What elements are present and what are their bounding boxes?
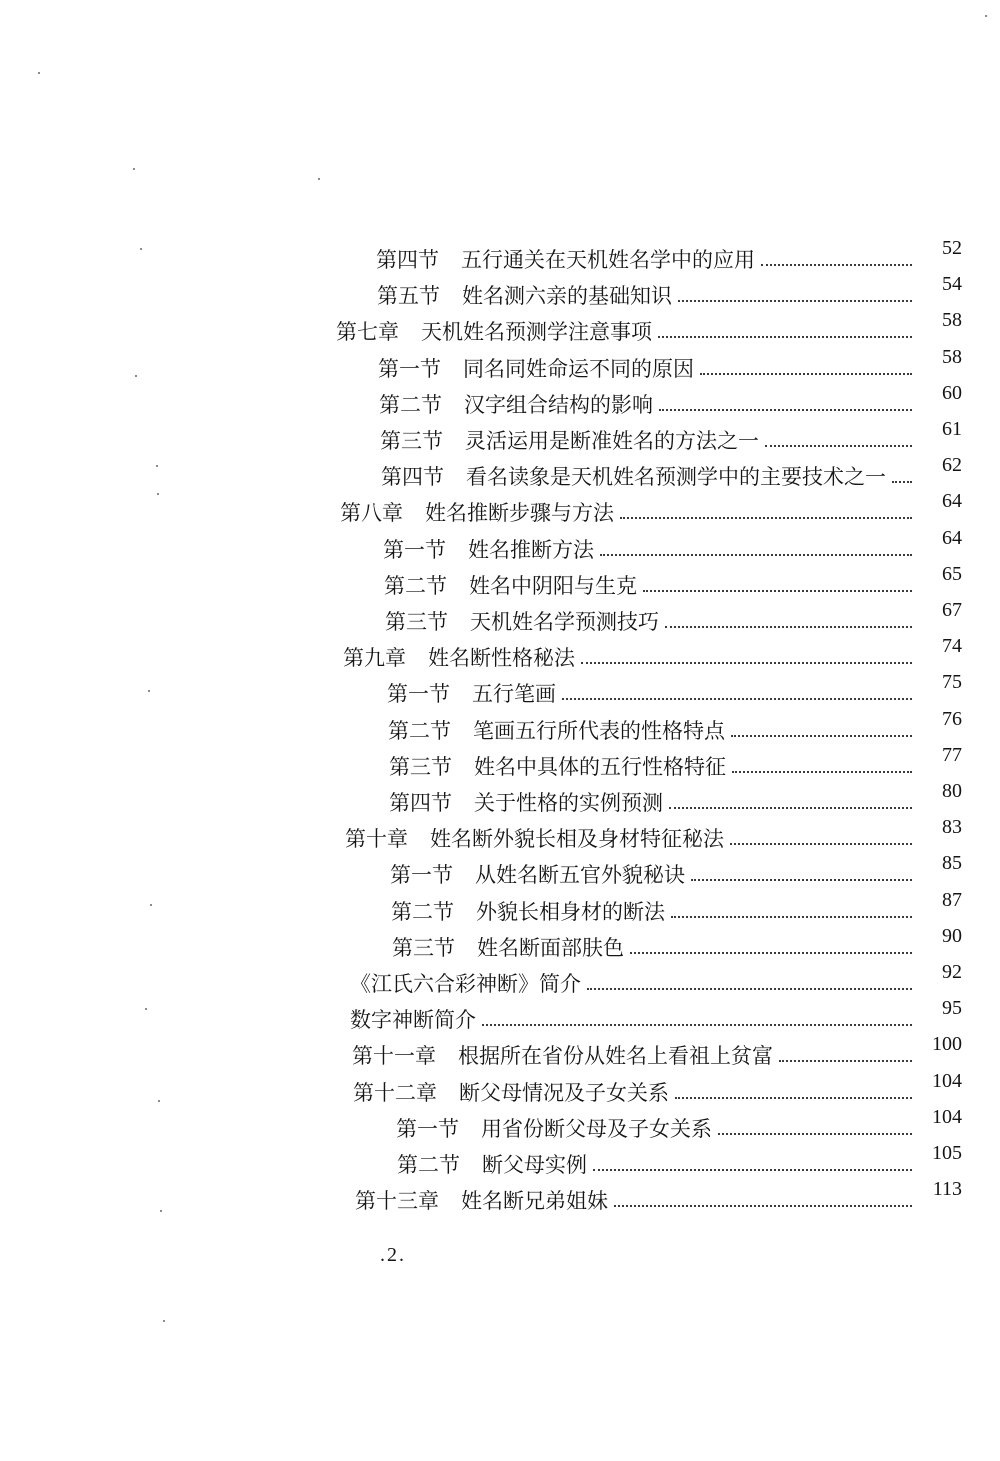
scan-speck [157, 493, 159, 495]
toc-entry-heading [387, 682, 556, 706]
toc-entry-section-number: 第二节 [384, 573, 447, 598]
toc-entry-heading [355, 1189, 608, 1213]
toc-dot-leader [691, 879, 912, 881]
toc-entry-title: 笔画五行所代表的性格特点 [473, 718, 725, 743]
toc-entry-section-number: 第一节 [390, 863, 453, 888]
toc-entry-page-number: 90 [942, 924, 962, 947]
toc-entry-title: 断父母情况及子女关系 [459, 1080, 669, 1105]
toc-entry-heading [384, 574, 637, 598]
toc-entry-page-number: 80 [942, 780, 962, 802]
toc-entry [384, 564, 962, 598]
toc-entry [397, 1143, 962, 1177]
toc-entry-title: 数字神断简介 [350, 1008, 476, 1033]
scan-speck [133, 168, 135, 170]
toc-entry [383, 528, 962, 562]
toc-entry-heading [353, 1081, 669, 1105]
toc-dot-leader [562, 698, 912, 700]
toc-entry [376, 238, 962, 272]
toc-entry-page-number: 74 [942, 635, 962, 658]
page-number-footer: .2. [380, 1244, 406, 1266]
scan-speck [318, 178, 320, 180]
toc-entry-section-number: 第一节 [396, 1116, 459, 1141]
toc-dot-leader [630, 952, 912, 954]
toc-entry-heading [352, 1044, 773, 1068]
toc-entry-heading [350, 972, 581, 996]
toc-entry-title: 汉字组合结构的影响 [464, 392, 653, 417]
toc-entry-heading [336, 320, 652, 344]
toc-entry [381, 455, 962, 489]
toc-entry [389, 781, 962, 815]
toc-dot-leader [671, 916, 912, 918]
toc-entry-heading [380, 429, 759, 453]
toc-entry-title: 关于性格的实例预测 [474, 791, 663, 815]
toc-entry-heading [391, 900, 665, 924]
toc-dot-leader [482, 1024, 912, 1026]
toc-entry-heading [379, 393, 653, 417]
toc-entry [353, 1071, 962, 1105]
toc-entry-heading [340, 501, 614, 525]
toc-entry-section-number: 第十二章 [353, 1080, 437, 1105]
toc-entry-page-number: 58 [942, 345, 962, 368]
toc-entry-title: 同名同姓命运不同的原因 [463, 356, 694, 381]
toc-entry-section-number: 第三节 [389, 754, 452, 779]
toc-entry-page-number: 87 [942, 888, 962, 911]
toc-entry [336, 310, 962, 344]
toc-entry-page-number: 100 [932, 1033, 962, 1056]
toc-entry [340, 491, 962, 525]
toc-entry-page-number: 61 [942, 418, 962, 440]
scan-speck [163, 1320, 165, 1322]
toc-dot-leader [620, 517, 912, 519]
toc-dot-leader [732, 771, 912, 773]
toc-entry-page-number: 76 [942, 707, 962, 730]
toc-entry-page-number: 83 [942, 816, 962, 839]
toc-entry-page-number: 60 [942, 381, 962, 404]
toc-entry-heading [389, 755, 726, 779]
toc-entry-heading [381, 465, 886, 489]
toc-entry-heading [377, 284, 672, 308]
toc-entry-title: 《江氏六合彩神断》简介 [350, 972, 581, 996]
toc-entry-section-number: 第三节 [380, 429, 443, 453]
toc-entry-section-number: 第四节 [381, 465, 444, 490]
toc-dot-leader [587, 988, 912, 990]
scan-speck [38, 72, 40, 74]
toc-entry-section-number: 第九章 [343, 646, 406, 671]
toc-entry-section-number: 第二节 [391, 899, 454, 924]
toc-entry-page-number: 75 [942, 671, 962, 694]
toc-entry-title: 姓名断兄弟姐妹 [461, 1189, 608, 1214]
toc-dot-leader [614, 1205, 912, 1207]
toc-dot-leader [779, 1060, 912, 1062]
toc-entry-section-number: 第一节 [378, 356, 441, 381]
toc-entry-page-number: 52 [942, 237, 962, 259]
toc-entry-heading [388, 719, 725, 743]
toc-dot-leader [675, 1097, 912, 1099]
toc-dot-leader [600, 554, 912, 556]
toc-dot-leader [593, 1169, 912, 1171]
toc-entry-title: 从姓名断五官外貌秘诀 [475, 863, 685, 888]
toc-entry-page-number: 58 [942, 309, 962, 332]
toc-entry-title: 天机姓名预测学注意事项 [421, 320, 652, 345]
toc-entry-page-number: 113 [932, 1178, 962, 1201]
toc-entry-heading [343, 646, 575, 670]
toc-entry [343, 636, 962, 670]
toc-entry-heading [396, 1117, 712, 1141]
scan-speck [150, 904, 152, 906]
toc-entry [345, 817, 962, 851]
scan-speck [985, 15, 987, 17]
toc-entry-title: 外貌长相身材的断法 [476, 899, 665, 924]
toc-entry-section-number: 第二节 [379, 392, 442, 417]
scan-speck [158, 1100, 160, 1102]
toc-entry-section-number: 第十一章 [352, 1044, 436, 1069]
toc-entry-heading [385, 610, 659, 634]
toc-entry [387, 672, 962, 706]
toc-entry-title: 姓名中阴阳与生克 [469, 573, 637, 598]
toc-entry-page-number: 64 [942, 526, 962, 549]
toc-entry-title: 灵活运用是断准姓名的方法之一 [465, 429, 759, 453]
toc-dot-leader [658, 336, 912, 338]
toc-entry [350, 962, 962, 996]
toc-entry-page-number: 54 [942, 273, 962, 296]
toc-dot-leader [665, 626, 912, 628]
toc-entry-section-number: 第三节 [392, 935, 455, 960]
scan-speck [135, 375, 137, 377]
toc-dot-leader [700, 373, 912, 375]
toc-dot-leader [731, 735, 912, 737]
toc-entry [355, 1179, 962, 1213]
toc-entry-heading [378, 357, 694, 381]
toc-entry [378, 347, 962, 381]
toc-entry-page-number: 62 [942, 454, 962, 477]
toc-entry-page-number: 104 [932, 1069, 962, 1092]
toc-entry-title: 姓名推断方法 [468, 537, 594, 562]
toc-entry-title: 根据所在省份从姓名上看祖上贫富 [458, 1044, 773, 1069]
toc-entry-title: 姓名断外貌长相及身材特征秘法 [430, 827, 724, 852]
scan-speck [156, 465, 158, 467]
toc-entry-title: 五行通关在天机姓名学中的应用 [461, 248, 755, 272]
toc-entry-heading [389, 791, 663, 815]
toc-entry [379, 383, 962, 417]
toc-entry-section-number: 第十章 [345, 827, 408, 852]
toc-entry-title: 看名读象是天机姓名预测学中的主要技术之一 [466, 465, 886, 490]
scan-speck [145, 1008, 147, 1010]
toc-dot-leader [761, 264, 912, 266]
toc-dot-leader [643, 590, 912, 592]
toc-entry [391, 890, 962, 924]
toc-entry-page-number: 77 [942, 743, 962, 766]
toc-entry [380, 419, 962, 453]
toc-entry-section-number: 第四节 [389, 791, 452, 815]
toc-entry-heading [345, 827, 724, 851]
toc-entry-section-number: 第三节 [385, 610, 448, 634]
toc-entry-page-number: 92 [942, 961, 962, 983]
toc-entry-section-number: 第一节 [383, 537, 446, 562]
toc-dot-leader [678, 300, 912, 302]
scan-speck [160, 1210, 162, 1212]
toc-entry-page-number: 95 [942, 997, 962, 1020]
toc-dot-leader [669, 807, 912, 809]
toc-dot-leader [892, 481, 912, 483]
toc-entry-title: 断父母实例 [482, 1153, 587, 1177]
toc-entry-section-number: 第十三章 [355, 1189, 439, 1214]
toc-entry-page-number: 67 [942, 599, 962, 621]
toc-entry [389, 745, 962, 779]
toc-entry-title: 姓名测六亲的基础知识 [462, 284, 672, 309]
toc-entry-title: 姓名断面部肤色 [477, 935, 624, 960]
scan-speck [148, 690, 150, 692]
toc-entry-title: 姓名中具体的五行性格特征 [474, 754, 726, 779]
toc-entry-page-number: 65 [942, 562, 962, 585]
toc-entry [388, 709, 962, 743]
toc-entry-heading [383, 538, 594, 562]
toc-entry-heading [392, 936, 624, 960]
toc-entry [385, 600, 962, 634]
toc-entry-heading [397, 1153, 587, 1177]
toc-entry-heading [350, 1008, 476, 1032]
toc-entry [396, 1107, 962, 1141]
toc-entry-title: 五行笔画 [472, 682, 556, 707]
toc-entry-page-number: 85 [942, 852, 962, 875]
toc-entry-section-number: 第五节 [377, 284, 440, 309]
toc-entry [390, 853, 962, 887]
toc-entry-section-number: 第七章 [336, 320, 399, 345]
scan-speck [140, 248, 142, 250]
toc-entry-section-number: 第一节 [387, 682, 450, 707]
toc-entry [392, 926, 962, 960]
toc-entry-heading [390, 863, 685, 887]
toc-entry-section-number: 第二节 [388, 718, 451, 743]
toc-entry-heading [376, 248, 755, 272]
toc-entry-page-number: 104 [932, 1105, 962, 1128]
toc-entry-title: 用省份断父母及子女关系 [481, 1116, 712, 1141]
toc-dot-leader [659, 409, 912, 411]
toc-dot-leader [730, 843, 912, 845]
toc-dot-leader [765, 445, 912, 447]
toc-entry-title: 姓名断性格秘法 [428, 646, 575, 671]
toc-entry-title: 姓名推断步骤与方法 [425, 501, 614, 526]
toc-entry-section-number: 第八章 [340, 501, 403, 526]
toc-entry-section-number: 第四节 [376, 248, 439, 272]
toc-dot-leader [718, 1133, 912, 1135]
toc-entry [377, 274, 962, 308]
toc-dot-leader [581, 662, 912, 664]
toc-entry [352, 1034, 962, 1068]
toc-entry-title: 天机姓名学预测技巧 [470, 610, 659, 634]
toc-entry-section-number: 第二节 [397, 1153, 460, 1177]
toc-entry-page-number: 64 [942, 490, 962, 513]
toc-entry-page-number: 105 [932, 1142, 962, 1164]
toc-entry [350, 998, 962, 1032]
